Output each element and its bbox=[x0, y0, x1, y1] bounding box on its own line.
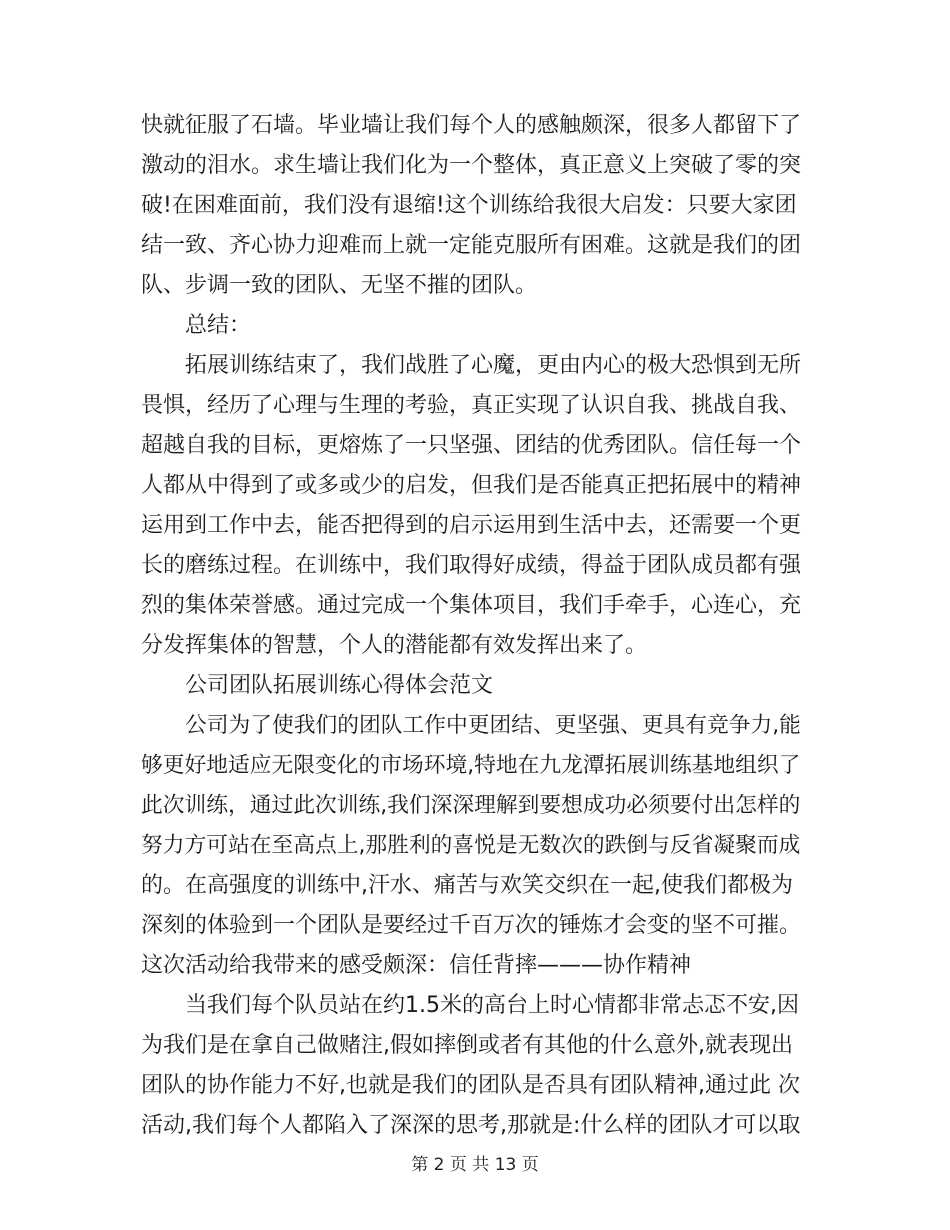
text-line: 结一致、齐心协力迎难而上就一定能克服所有困难。这就是我们的团 bbox=[141, 233, 802, 258]
document-body bbox=[141, 106, 803, 1146]
text-line: 拓展训练结束了，我们战胜了心魔，更由内心的极大恐惧到无所 bbox=[185, 353, 802, 378]
text-line: 烈的集体荣誉感。通过完成一个集体项目，我们手牵手，心连心，充 bbox=[141, 593, 802, 618]
text-line: 此次训练，通过此次训练,我们深深理解到要想成功必须要付出怎样的 bbox=[141, 793, 801, 818]
text-line: 深刻的体验到一个团队是要经过千百万次的锤炼才会变的坚不可摧。 bbox=[141, 913, 802, 938]
text-line: 快就征服了石墙。毕业墙让我们每个人的感触颇深，很多人都留下了 bbox=[141, 113, 802, 138]
text-line: 运用到工作中去，能否把得到的启示运用到生活中去，还需要一个更 bbox=[141, 513, 802, 538]
text-line: 人都从中得到了或多或少的启发，但我们是否能真正把拓展中的精神 bbox=[141, 473, 802, 498]
text-line: 激动的泪水。求生墙让我们化为一个整体，真正意义上突破了零的突 bbox=[141, 153, 802, 178]
text-line: 公司团队拓展训练心得体会范文 bbox=[185, 673, 494, 698]
text-line: 超越自我的目标，更熔炼了一只坚强、团结的优秀团队。信任每一个 bbox=[141, 433, 802, 458]
text-line: 总结： bbox=[185, 313, 252, 338]
text-line: 畏惧，经历了心理与生理的考验，真正实现了认识自我、挑战自我、 bbox=[141, 393, 802, 418]
text-line: 队、步调一致的团队、无坚不摧的团队。 bbox=[141, 273, 538, 298]
text-line: 的。在高强度的训练中,汗水、痛苦与欢笑交织在一起,使我们都极为 bbox=[141, 873, 793, 898]
text-line: 公司为了使我们的团队工作中更团结、更坚强、更具有竞争力,能 bbox=[185, 713, 801, 738]
text-line: 分发挥集体的智慧，个人的潜能都有效发挥出来了。 bbox=[141, 633, 648, 658]
text-line: 团队的协作能力不好,也就是我们的团队是否具有团队精神,通过此 次 bbox=[141, 1073, 800, 1098]
text-line: 为我们是在拿自己做赌注,假如摔倒或者有其他的什么意外,就表现出 bbox=[141, 1033, 793, 1058]
text-line: 长的磨练过程。在训练中，我们取得好成绩，得益于团队成员都有强 bbox=[141, 553, 802, 578]
text-line: 活动,我们每个人都陷入了深深的思考,那就是:什么样的团队才可以取 bbox=[141, 1113, 801, 1138]
text-line: 这次活动给我带来的感受颇深：信任背摔———协作精神 bbox=[141, 953, 692, 978]
text-line: 努力方可站在至高点上,那胜利的喜悦是无数次的跌倒与反省凝聚而成 bbox=[141, 833, 801, 858]
text-line: 破!在困难面前，我们没有退缩!这个训练给我很大启发：只要大家团 bbox=[141, 193, 797, 218]
page-footer: 第 2 页 共 13 页 bbox=[411, 1155, 539, 1175]
text-line: 当我们每个队员站在约1.5米的高台上时心情都非常忐忑不安,因 bbox=[185, 993, 799, 1018]
text-line: 够更好地适应无限变化的市场环境,特地在九龙潭拓展训练基地组织了 bbox=[141, 753, 801, 778]
